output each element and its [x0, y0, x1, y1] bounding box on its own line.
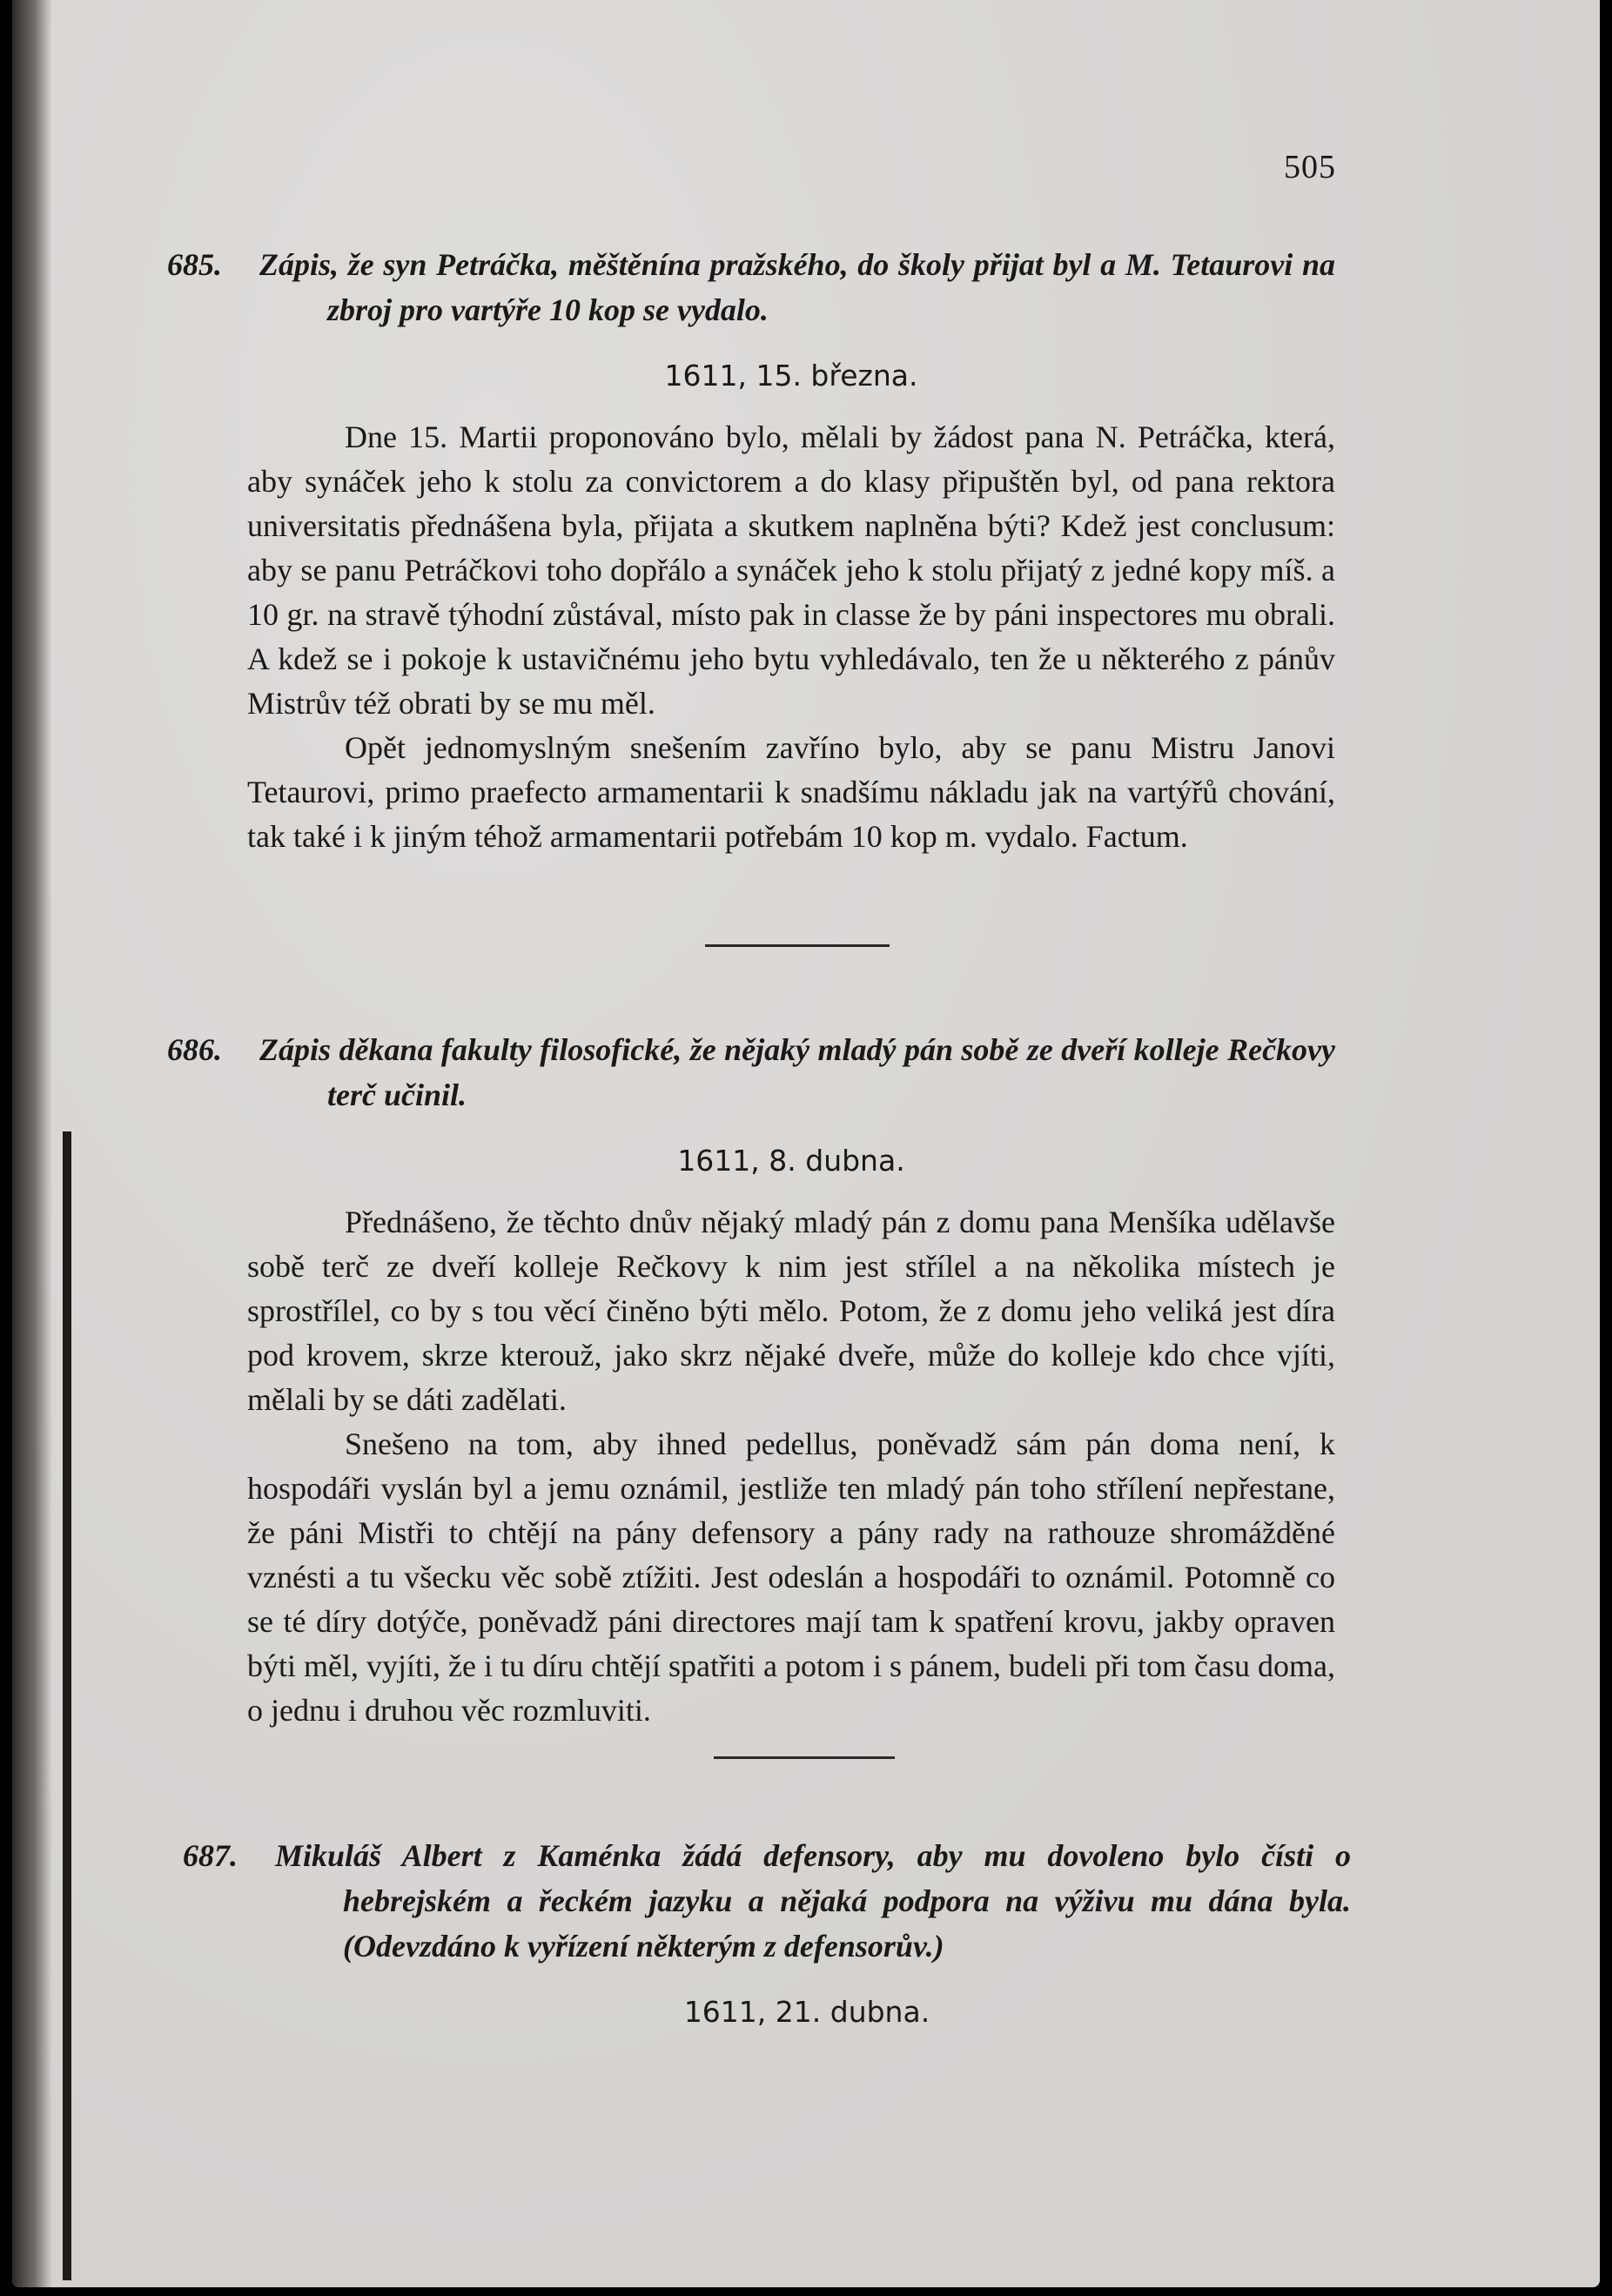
- entry-paragraph: Dne 15. Martii proponováno bylo, mělali by žádost pana N. Petráčka, která, aby synáček jeho k stolu za convictorem a do klasy připuštěn byl, od pana rektora universitatis přednášena byla, přijata a skutkem naplněna býti? Kdež jest conclusum: aby se panu Petráčkovi toho dopřálo a synáček jeho k stolu přijatý z jedné kopy míš. a 10 gr. na stravě týhodní zůstával, místo pak in classe že by páni inspectores mu obrali. A kdež se i pokoje k ustavičnému jeho bytu vyhledávalo, ten že u některého z pánův Mistrův též obrati by se mu měl.: [247, 420, 1335, 721]
- entry-heading: 686. Zápis děkana fakulty filosofické, že nějaký mladý pán sobě ze dveří kolleje Rečkovy terč učinil.: [167, 1032, 1335, 1112]
- page-content: [12, 0, 1600, 2287]
- page-number: 505: [1284, 149, 1336, 185]
- entry-paragraph: Opět jednomyslným snešením zavříno bylo, aby se panu Mistru Janovi Tetaurovi, primo praefecto armamentarii k snadšímu nákladu jak na vartýřů chování, tak také i k jiným téhož armamentarii potřebám 10 kop m. vydalo. Factum.: [247, 730, 1335, 854]
- entry-paragraph: Přednášeno, že těchto dnův nějaký mladý pán z domu pana Menšíka udělavše sobě terč ze dveří kolleje Rečkovy k nim jest střílel a na několika místech je sprostřílel, co by s tou věcí činěno býti mělo. Potom, že z domu jeho veliká jest díra pod krovem, skrze kterouž, jako skrz nějaké dveře, může do kolleje kdo chce vjíti, mělali by se dáti zadělati.: [247, 1205, 1335, 1417]
- entry-heading: 687. Mikuláš Albert z Kaménka žádá defensory, aby mu dovoleno bylo čísti o hebrejském a řeckém jazyku a nějaká podpora na výživu mu dána byla. (Odevzdáno k vyřízení některým z defensorův.): [183, 1838, 1351, 1964]
- entry-title: [167, 1027, 1335, 1118]
- entry-685: [167, 242, 1335, 859]
- entry-paragraph: Snešeno na tom, aby ihned pedellus, poněvadž sám pán doma není, k hospodáři vyslán byl a jemu oznámil, jestliže ten mladý pán toho střílení nepřestane, že páni Mistři to chtějí na pány defensory a pány rady na rathouze shromážděné vznésti a tu všecku věc sobě ztížiti. Jest odeslán a hospodáři to oznámil. Potomně co se té díry dotýče, poněvadž páni directores mají tam k spatření krovu, jakby opraven býti měl, vyjíti, že i tu díru chtějí spatřiti a potom i s pánem, budeli při tom času doma, o jednu i druhou věc rozmluviti.: [247, 1427, 1335, 1728]
- entry-title-text: Zápis děkana fakulty filosofické, že nějaký mladý pán sobě ze dveří kolleje Rečkovy terč učinil.: [259, 1032, 1335, 1112]
- entry-686: [167, 1027, 1335, 1733]
- entry-title-text: Mikuláš Albert z Kaménka žádá defensory, aby mu dovoleno bylo čísti o hebrejském a řeckém jazyku a nějaká podpora na výživu mu dána byla. (Odevzdáno k vyřízení některým z defensorův.): [275, 1838, 1351, 1964]
- entry-heading: 685. Zápis, že syn Petráčka, měštěnína pražského, do školy přijat byl a M. Tetaurovi na zbroj pro vartýře 10 kop se vydalo.: [167, 247, 1335, 327]
- entry-title-text: Zápis, že syn Petráčka, měštěnína pražského, do školy přijat byl a M. Tetaurovi na zbroj pro vartýře 10 kop se vydalo.: [259, 247, 1335, 327]
- entry-date: 1611, 8. dubna.: [677, 1144, 905, 1178]
- section-divider: [705, 944, 890, 947]
- book-page: [12, 0, 1600, 2287]
- entry-date: 1611, 21. dubna.: [683, 1995, 930, 2029]
- section-divider: [714, 1756, 895, 1759]
- entry-title: [167, 242, 1335, 332]
- entry-title: [183, 1833, 1351, 1969]
- entry-date: 1611, 15. března.: [664, 359, 918, 393]
- entry-687: [183, 1833, 1351, 2051]
